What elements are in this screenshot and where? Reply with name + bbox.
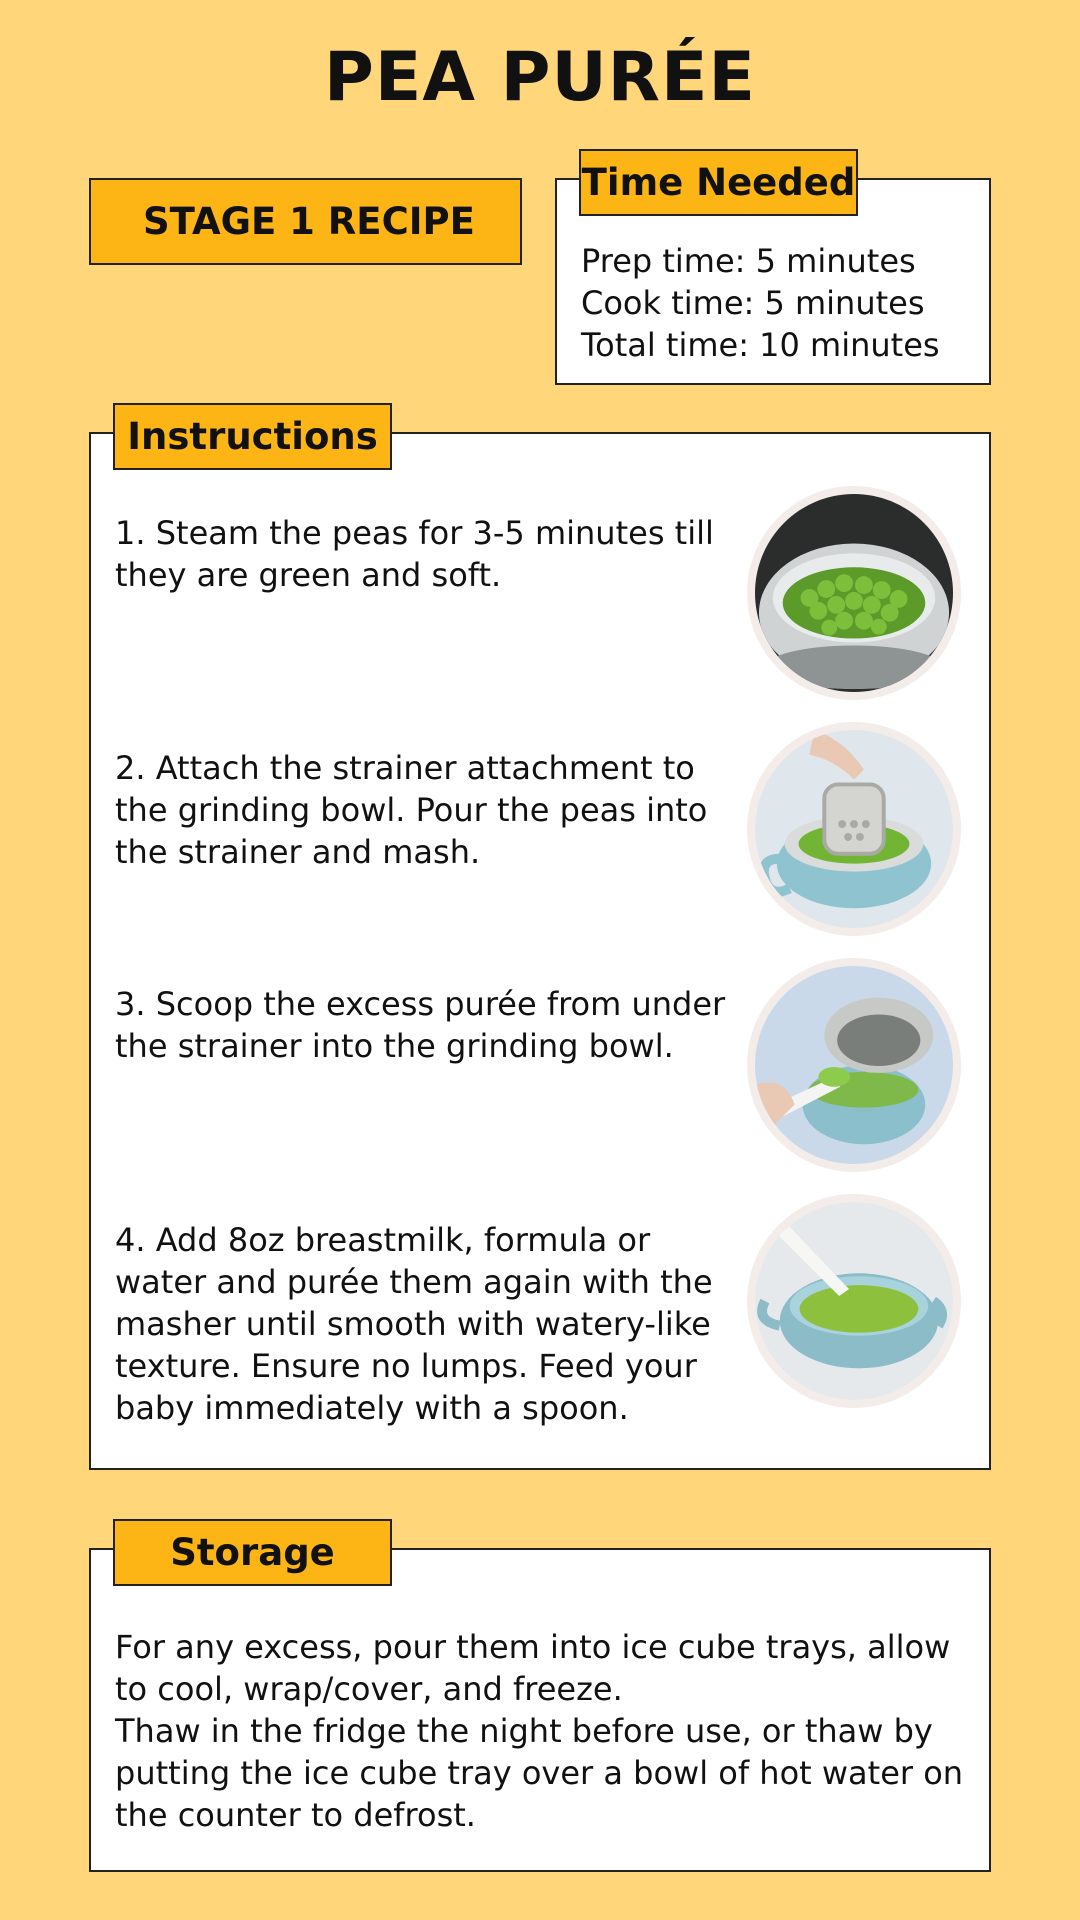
step-2-text: 2. Attach the strainer attachment to the grinding bowl. Pour the peas into the strainer and mash.: [115, 749, 708, 871]
storage-paragraph-1: For any excess, pour them into ice cube trays, allow to cool, wrap/cover, and freeze.: [115, 1628, 951, 1708]
prep-time: Prep time: 5 minutes: [581, 242, 916, 280]
strainer-masher-photo: [747, 722, 961, 936]
steamed-peas-bowl-photo: [747, 486, 961, 700]
storage-paragraph-2: Thaw in the fridge the night before use, or thaw by putting the ice cube tray over a bowl of hot water on the counter to defrost.: [115, 1712, 964, 1834]
step-3-text: 3. Scoop the excess purée from under the strainer into the grinding bowl.: [115, 985, 726, 1065]
time-needed-heading: Time Needed: [579, 149, 858, 216]
finished-puree-bowl-photo: [747, 1194, 961, 1408]
instructions-panel: [89, 432, 991, 1470]
storage-heading: Storage: [113, 1519, 392, 1586]
page-title: PEA PURÉE: [324, 38, 756, 117]
storage-text: [115, 1626, 965, 1836]
instructions-heading: Instructions: [113, 403, 392, 470]
cook-time: Cook time: 5 minutes: [581, 284, 925, 322]
scoop-puree-photo: [747, 958, 961, 1172]
step-1-text: 1. Steam the peas for 3-5 minutes till they are green and soft.: [115, 514, 714, 594]
storage-panel: [89, 1548, 991, 1872]
stage-badge: STAGE 1 RECIPE: [89, 178, 522, 265]
step-4-text: 4. Add 8oz breastmilk, formula or water and purée them again with the masher until smooth with watery-like texture. Ensure no lumps. Feed your baby immediately with a spoon.: [115, 1221, 713, 1427]
total-time: Total time: 10 minutes: [581, 326, 940, 364]
time-list: [581, 240, 940, 366]
